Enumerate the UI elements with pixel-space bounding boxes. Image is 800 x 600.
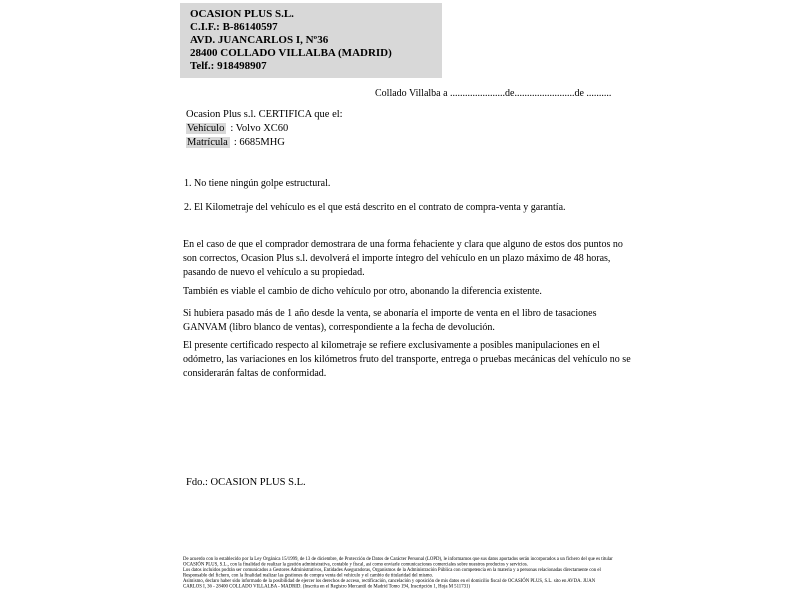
certify-statement: Ocasion Plus s.l. CERTIFICA que el: xyxy=(186,109,343,120)
plate-value: : 6685MHG xyxy=(233,137,285,148)
company-address-city: 28400 COLLADO VILLALBA (MADRID) xyxy=(190,47,392,59)
plate-label: Matrícula xyxy=(187,137,228,148)
vehicle-line xyxy=(186,123,288,134)
certificate-point-2: 2. El Kilometraje del vehículo es el que está descrito en el contrato de compra-venta y garantía. xyxy=(184,202,566,213)
paragraph-exchange-option: También es viable el cambio de dicho vehículo por otro, abonando la diferencia existente. xyxy=(183,286,542,297)
company-address-street: AVD. JUANCARLOS I, Nº36 xyxy=(190,34,329,46)
date-fill-in-line: Collado Villalba a ......................de........................de .......... xyxy=(375,88,612,99)
plate-line xyxy=(186,137,285,148)
certificate-point-1: 1. No tiene ningún golpe estructural. xyxy=(184,178,331,189)
vehicle-value: : Volvo XC60 xyxy=(230,123,289,134)
vehicle-label: Vehículo xyxy=(187,123,225,134)
signature-line: Fdo.: OCASION PLUS S.L. xyxy=(186,477,306,488)
company-phone: Telf.: 918498907 xyxy=(190,60,267,72)
company-header-box xyxy=(180,3,442,78)
legal-footer-line: Asimismo, declaro haber sido informado de la posibilidad de ejercer los derechos de acceso, rectificación, cancelación y oposición de mis datos en el domicilio fiscal de OCASIÓN PLUS, S.L. sito en AVDA. JUAN xyxy=(183,578,596,584)
legal-footer-line: Responsable del fichero, con la finalidad realizar las gestiones de compra venta del vehículo y el cambio de titularidad del mismo. xyxy=(183,572,434,578)
legal-footer xyxy=(183,556,783,596)
legal-footer-line: De acuerdo con lo establecido por la Ley Orgánica 15/1999, de 13 de diciembre, de Protección de Datos de Carácter Personal (LOPD), le informamos que sus datos aportados serán incorporados a un fichero del que es titular xyxy=(183,556,613,562)
company-cif: C.I.F.: B-86140597 xyxy=(190,21,278,33)
paragraph-odometer-disclaimer: El presente certificado respecto al kilometraje se refiere exclusivamente a posibles manipulaciones en el odómetro, las variaciones en los kilómetros fruto del transporte, entrega o pruebas mecánicas del vehículo no se considerarán faltas de conformidad. xyxy=(183,340,631,379)
paragraph-ganvam-valuation: Si hubiera pasado más de 1 año desde la venta, se abonaría el importe de venta en el libro de tasaciones GANVAM (libro blanco de ventas), correspondiente a la fecha de devolución. xyxy=(183,308,597,333)
legal-footer-line: CARLOS I, 36 - 28400 COLLADO VILLALBA - MADRID. (Inscrita en el Registro Mercantil de Madrid Tomo 194, Inscripción 1, Hoja M 511731) xyxy=(183,583,471,589)
legal-footer-line: Los datos incluidos podrán ser comunicados a Gestores Administrativos, Entidades Aseguradoras, Organismos de la Administración Pública con competencia en la materia y a personas relacionadas directamente con el xyxy=(183,567,601,573)
legal-footer-text xyxy=(183,556,788,589)
company-name: OCASION PLUS S.L. xyxy=(190,8,294,20)
paragraph-refund-terms: En el caso de que el comprador demostrara de una forma fehaciente y clara que alguno de estos dos puntos no son correctos, Ocasion Plus s.l. devolverá el importe íntegro del vehículo en un plazo máximo de 48 horas, pasando de nuevo el vehículo a su propiedad. xyxy=(183,239,623,278)
legal-footer-line: OCASIÓN PLUS, S.L., con la finalidad de realizar la gestión administrativa, contable y fiscal, así como enviarle comunicaciones comerciales sobre nuestros productos y servicios. xyxy=(183,561,528,567)
